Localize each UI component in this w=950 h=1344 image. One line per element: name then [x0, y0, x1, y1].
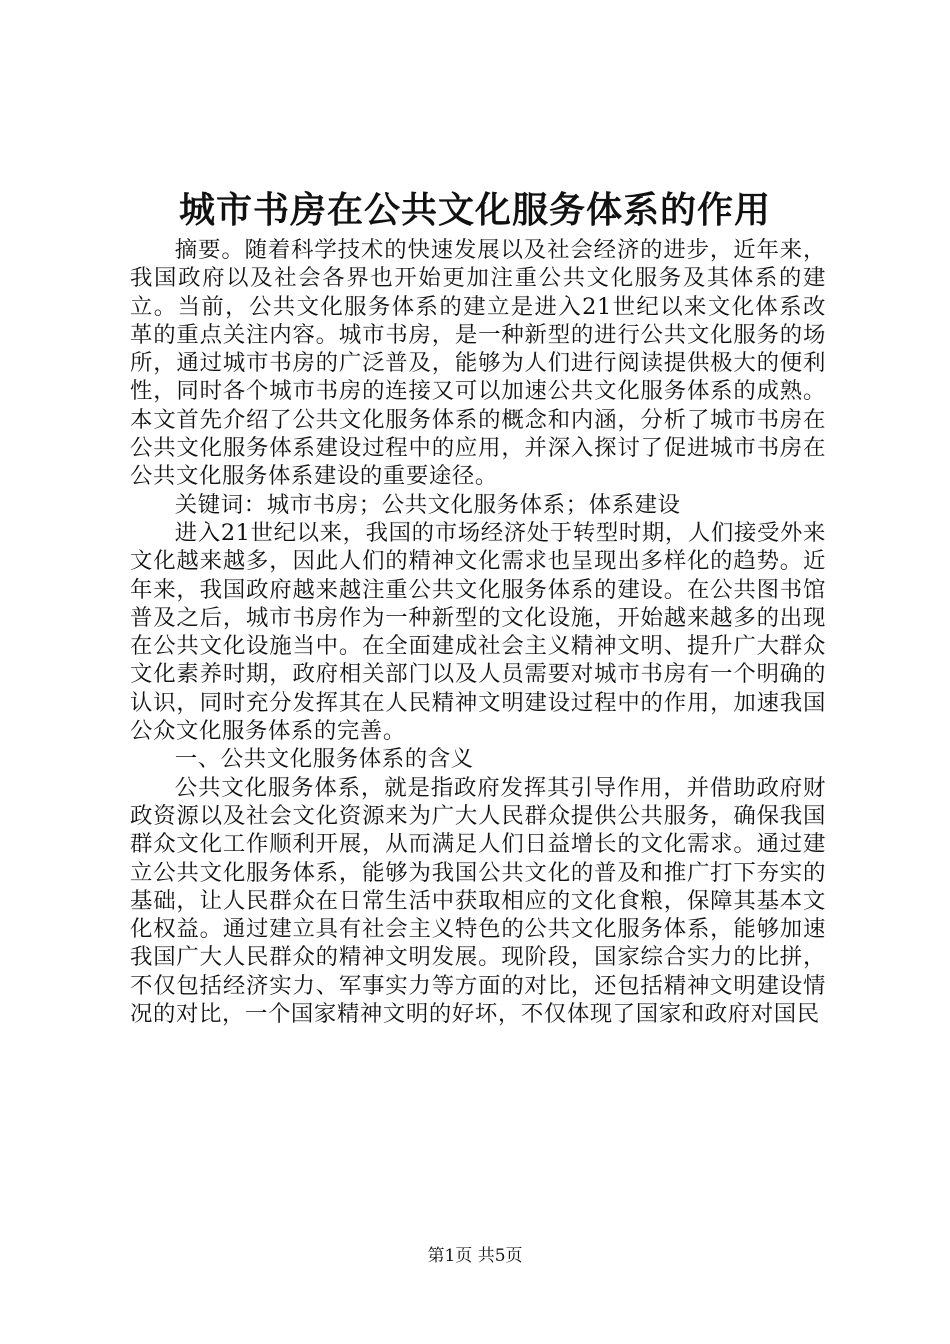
document-title: 城市书房在公共文化服务体系的作用 — [178, 189, 771, 231]
document-body — [130, 236, 826, 1028]
section-heading-1: 一、公共文化服务体系的含义 — [174, 746, 474, 773]
page-footer: 第1页 共5页 — [427, 1246, 523, 1266]
section-1-paragraph: 公共文化服务体系，就是指政府发挥其引导作用，并借助政府财政资源以及社会文化资源来为广大人民群众提供公共服务，确保我国群众文化工作顺利开展，从而满足人们日益增长的文化需求。通过建立公共文化服务体系，能够为我国公共文化的普及和推广打下夯实的基础，让人民群众在日常生活中获取相应的文化食粮，保障其基本文化权益。通过建立具有社会主义特色的公共文化服务体系，能够加速我国广大人民群众的精神文明发展。现阶段，国家综合实力的比拼，不仅包括经济实力、军事实力等方面的对比，还包括精神文明建设情况的对比，一个国家精神文明的好坏，不仅体现了国家和政府对国民 — [130, 774, 826, 1028]
intro-paragraph: 进入21世纪以来，我国的市场经济处于转型时期，人们接受外来文化越来越多，因此人们的精神文化需求也呈现出多样化的趋势。近年来，我国政府越来越注重公共文化服务体系的建设。在公共图书馆普及之后，城市书房作为一种新型的文化设施，开始越来越多的出现在公共文化设施当中。在全面建成社会主义精神文明、提升广大群众文化素养时期，政府相关部门以及人员需要对城市书房有一个明确的认识，同时充分发挥其在人民精神文明建设过程中的作用，加速我国公众文化服务体系的完善。 — [130, 519, 826, 745]
keywords-line: 关键词：城市书房；公共文化服务体系；体系建设 — [174, 491, 681, 518]
abstract-paragraph: 摘要。随着科学技术的快速发展以及社会经济的进步，近年来，我国政府以及社会各界也开始更加注重公共文化服务及其体系的建立。当前，公共文化服务体系的建立是进入21世纪以来文化体系改革的重点关注内容。城市书房，是一种新型的进行公共文化服务的场所，通过城市书房的广泛普及，能够为人们进行阅读提供极大的便利性，同时各个城市书房的连接又可以加速公共文化服务体系的成熟。本文首先介绍了公共文化服务体系的概念和内涵，分析了城市书房在公共文化服务体系建设过程中的应用，并深入探讨了促进城市书房在公共文化服务体系建设的重要途径。 — [130, 237, 826, 490]
